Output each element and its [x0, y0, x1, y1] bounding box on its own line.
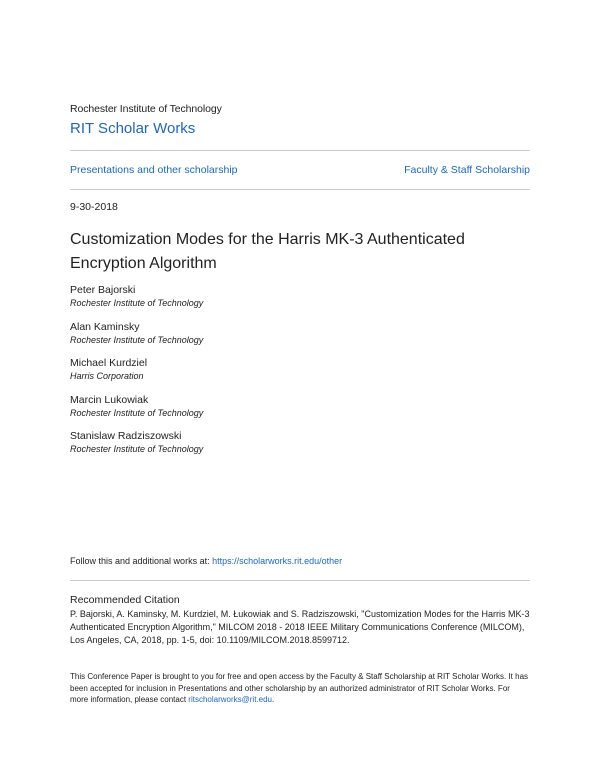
divider-citation — [70, 580, 530, 581]
citation-text: P. Bajorski, A. Kaminsky, M. Kurdziel, M. Łukowiak and S. Radziszowski, "Customization Modes for the Harris MK-3 Authenticated Encryption Algorithm," MILCOM 2018 - 2018 IEEE Military Communications Conference (MILCOM), Los Angeles, CA, 2018, pp. 1-5, doi: 10.1109/MILCOM.2018.8599712. — [70, 609, 530, 645]
faculty-staff-collection-link[interactable]: Faculty & Staff Scholarship — [404, 164, 530, 176]
author-affiliation: Harris Corporation — [70, 371, 144, 381]
author-entry — [70, 429, 530, 466]
author-affiliation: Rochester Institute of Technology — [70, 444, 204, 454]
contact-email-link[interactable]: ritscholarworks@rit.edu — [188, 695, 272, 704]
citation-heading: Recommended Citation — [70, 594, 180, 606]
author-entry — [70, 283, 530, 320]
author-entry — [70, 393, 530, 430]
author-affiliation: Rochester Institute of Technology — [70, 298, 204, 308]
presentations-collection-link[interactable]: Presentations and other scholarship — [70, 164, 238, 176]
divider-top — [70, 150, 530, 151]
open-access-suffix: . — [271, 695, 275, 704]
author-affiliation: Rochester Institute of Technology — [70, 334, 204, 345]
publication-date: 9-30-2018 — [70, 201, 118, 213]
author-name: Michael Kurdziel — [70, 357, 148, 369]
follow-prefix: Follow this and additional works at: — [70, 556, 213, 566]
divider-collections — [70, 189, 530, 190]
paper-title: Customization Modes for the Harris MK-3 Authenticated Encryption Algorithm — [70, 231, 465, 272]
author-name: Stanislaw Radziszowski — [70, 430, 182, 442]
author-name: Marcin Lukowiak — [70, 393, 149, 406]
collection-links — [70, 164, 530, 176]
follow-link[interactable]: https://scholarworks.rit.edu/other — [212, 556, 343, 566]
repository-link[interactable]: RIT Scholar Works — [70, 120, 196, 137]
institution-name: Rochester Institute of Technology — [70, 103, 222, 115]
follow-line — [70, 556, 342, 566]
author-entry — [70, 356, 530, 393]
author-entry — [70, 320, 530, 357]
author-affiliation: Rochester Institute of Technology — [70, 407, 204, 418]
author-name: Alan Kaminsky — [70, 320, 140, 333]
open-access-statement — [70, 671, 530, 706]
open-access-text: This Conference Paper is brought to you for free and open access by the Faculty & Staff Scholarship at RIT Scholar Works. It has been accepted for inclusion in Presentations and other scholarship by an authorized administrator of RIT Scholar Works. For more information, please contact — [70, 672, 529, 704]
author-name: Peter Bajorski — [70, 284, 136, 296]
cover-page — [70, 0, 530, 776]
author-list — [70, 283, 530, 466]
